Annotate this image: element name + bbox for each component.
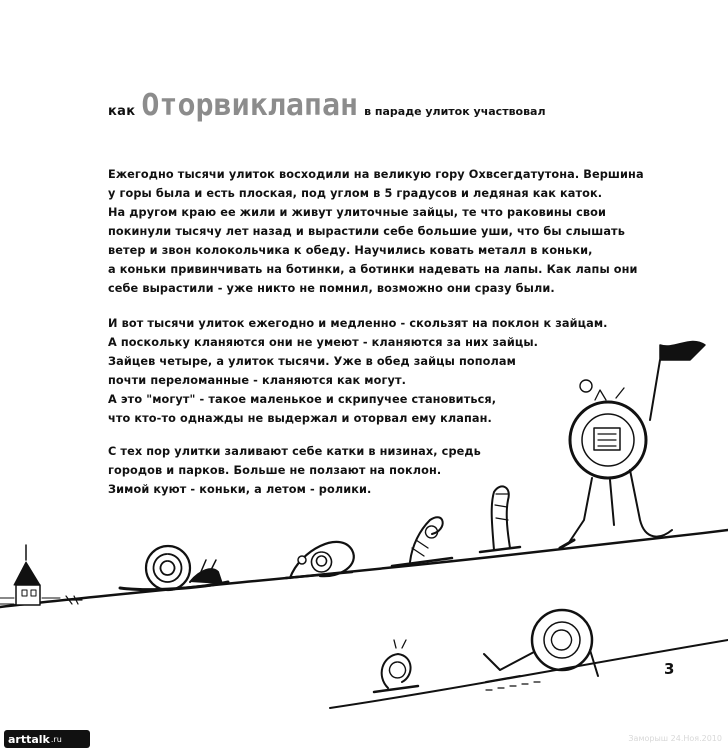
text-line: почти переломанные - кланяются как могут.	[108, 374, 406, 387]
footer	[0, 728, 728, 750]
text-line: городов и парков. Больше не ползают на поклон.	[108, 464, 442, 477]
text-line: С тех пор улитки заливают себе катки в низинах, средь	[108, 445, 481, 458]
text-line: себе вырастили - уже никто не помнил, возможно они сразу были.	[108, 282, 555, 295]
snail-drawing-3	[392, 517, 452, 566]
title-name: Оторвиклапан	[141, 88, 359, 123]
text-line: Зайцев четыре, а улиток тысячи. Уже в обед зайцы пополам	[108, 355, 516, 368]
logo-text: arttalk	[8, 732, 50, 746]
page-number: 3	[664, 660, 675, 678]
text-line: что кто-то однажды не выдержал и оторвал ему клапан.	[108, 412, 492, 425]
title-prefix: как	[108, 104, 136, 119]
text-line: Зимой куют - коньки, а летом - ролики.	[108, 483, 372, 496]
logo-suffix: .ru	[50, 734, 62, 744]
snail-drawing-2	[286, 542, 354, 578]
snail-drawing-4	[480, 486, 520, 552]
footer-credit: Заморыш 24.Ноя.2010	[628, 734, 722, 743]
text-line: И вот тысячи улиток ежегодно и медленно - скользят на поклон к зайцам.	[108, 317, 608, 330]
text-line: у горы была и есть плоская, под углом в 5 градусов и ледяная как каток.	[108, 187, 603, 200]
text-line: А это "могут" - такое маленькое и скрипучее становиться,	[108, 393, 497, 406]
text-line: а коньки привинчивать на ботинки, а ботинки надевать на лапы. Как лапы они	[108, 263, 638, 276]
snail-drawing-5	[374, 640, 418, 692]
text-line: А поскольку кланяются они не умеют - кланяются за них зайцы.	[108, 336, 539, 349]
site-logo[interactable]	[4, 730, 90, 748]
text-line: покинули тысячу лет назад и вырастили себе большие уши, что бы слышать	[108, 225, 625, 238]
text-line: Ежегодно тысячи улиток восходили на великую гору Охвсегдатутона. Вершина	[108, 168, 644, 181]
text-line: ветер и звон колокольчика к обеду. Научились ковать металл в коньки,	[108, 244, 593, 257]
snail-drawing-1	[120, 546, 228, 590]
house-drawing	[0, 545, 82, 605]
text-line: На другом краю ее жили и живут улиточные зайцы, те что раковины свои	[108, 206, 607, 219]
title-suffix: в параде улиток участвовал	[364, 105, 546, 118]
snail-drawing-6	[484, 610, 598, 690]
robot-snail-drawing	[560, 341, 705, 548]
ground-line-upper	[0, 530, 728, 607]
